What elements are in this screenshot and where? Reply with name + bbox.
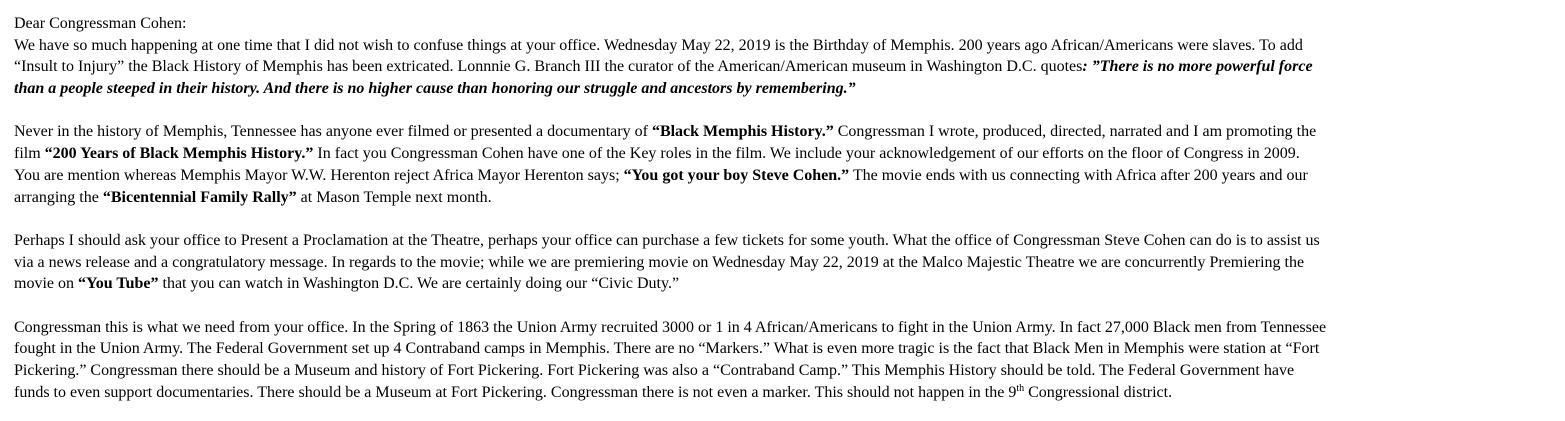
paragraph-4-line-4: [14, 382, 1562, 404]
salutation: Dear Congressman Cohen:: [14, 15, 187, 32]
bold-film-title: “200 Years of Black Memphis History.”: [44, 145, 314, 163]
paragraph-2-line-4: [14, 187, 1562, 209]
paragraph-2-line-2: [14, 143, 1562, 165]
bold-platform-name: “You Tube”: [78, 275, 159, 293]
text-segment: movie on: [14, 275, 78, 293]
paragraph-3-line-1: Perhaps I should ask your office to Present a Proclamation at the Theatre, perhaps your office can purchase a few tickets for some youth. What the office of Congressman Steve Cohen can do is to assist us: [14, 231, 1320, 249]
quote-emphasis: : ”There is no more powerful force: [1082, 58, 1313, 76]
paragraph-2-line-3: [14, 165, 1562, 187]
bold-quote: “You got your boy Steve Cohen.”: [623, 166, 850, 184]
text-segment: Congressman I wrote, produced, directed, narrated and I am promoting the: [833, 123, 1317, 141]
text-segment: Never in the history of Memphis, Tennessee has anyone ever filmed or presented a documentary of: [14, 123, 652, 141]
paragraph-4-line-3: Pickering.” Congressman there should be a Museum and history of Fort Pickering. Fort Pickering was also a “Contraband Camp.” This Memphis History should be told. The Federal Government have: [14, 362, 1295, 379]
letter-body: [14, 13, 1562, 403]
text-segment: at Mason Temple next month.: [296, 188, 492, 206]
text-segment: You are mention whereas Memphis Mayor W.W. Herenton reject Africa Mayor Herenton says;: [14, 166, 624, 184]
text-segment: Congressional district.: [1024, 383, 1173, 401]
text-segment: In fact you Congressman Cohen have one of the Key roles in the film. We include your acknowledgement of our efforts on the floor of Congress in 2009.: [313, 145, 1300, 163]
paragraph-3-line-3: [14, 273, 1562, 295]
bold-title: “Black Memphis History.”: [651, 123, 834, 141]
text-segment: arranging the: [14, 188, 103, 206]
paragraph-1-line-2: [14, 56, 1562, 78]
paragraph-4-line-1: Congressman this is what we need from your office. In the Spring of 1863 the Union Army recruited 3000 or 1 in 4 African/Americans to fight in the Union Army. In fact 27,000 Black men from Tennessee: [14, 318, 1327, 336]
bold-event-name: “Bicentennial Family Rally”: [102, 188, 297, 206]
text-segment: that you can watch in Washington D.C. We are certainly doing our “Civic Duty.”: [158, 275, 680, 293]
ordinal-superscript: th: [1016, 382, 1025, 394]
paragraph-1-line-3: than a people steeped in their history. And there is no higher cause than honoring our struggle and ancestors by remembering.”: [14, 80, 856, 98]
paragraph-spacer: [14, 100, 1562, 122]
text-segment: film: [14, 145, 45, 163]
paragraph-1-line-1: We have so much happening at one time that I did not wish to confuse things at your office. Wednesday May 22, 2019 is the Birthday of Memphis. 200 years ago African/Americans were slaves. To add: [14, 36, 1303, 54]
paragraph-3-line-2: via a news release and a congratulatory message. In regards to the movie; while we are premiering movie on Wednesday May 22, 2019 at the Malco Majestic Theatre we are concurrently Premiering the: [14, 253, 1305, 271]
paragraph-4-line-2: fought in the Union Army. The Federal Government set up 4 Contraband camps in Memphis. There are no “Markers.” What is even more tragic is the fact that Black Men in Memphis were station at “Fort: [14, 340, 1320, 358]
text-segment: “Insult to Injury” the Black History of Memphis has been extricated. Lonnnie G. Branch III the curator of the American/American museum in Washington D.C. quotes: [14, 58, 1083, 76]
paragraph-2-line-1: [14, 121, 1562, 143]
text-segment: The movie ends with us connecting with Africa after 200 years and our: [849, 166, 1308, 184]
text-segment: funds to even support documentaries. There should be a Museum at Fort Pickering. Congressman there is not even a marker. This should not happen in the 9: [14, 383, 1017, 401]
paragraph-spacer: [14, 295, 1562, 317]
paragraph-spacer: [14, 208, 1562, 230]
